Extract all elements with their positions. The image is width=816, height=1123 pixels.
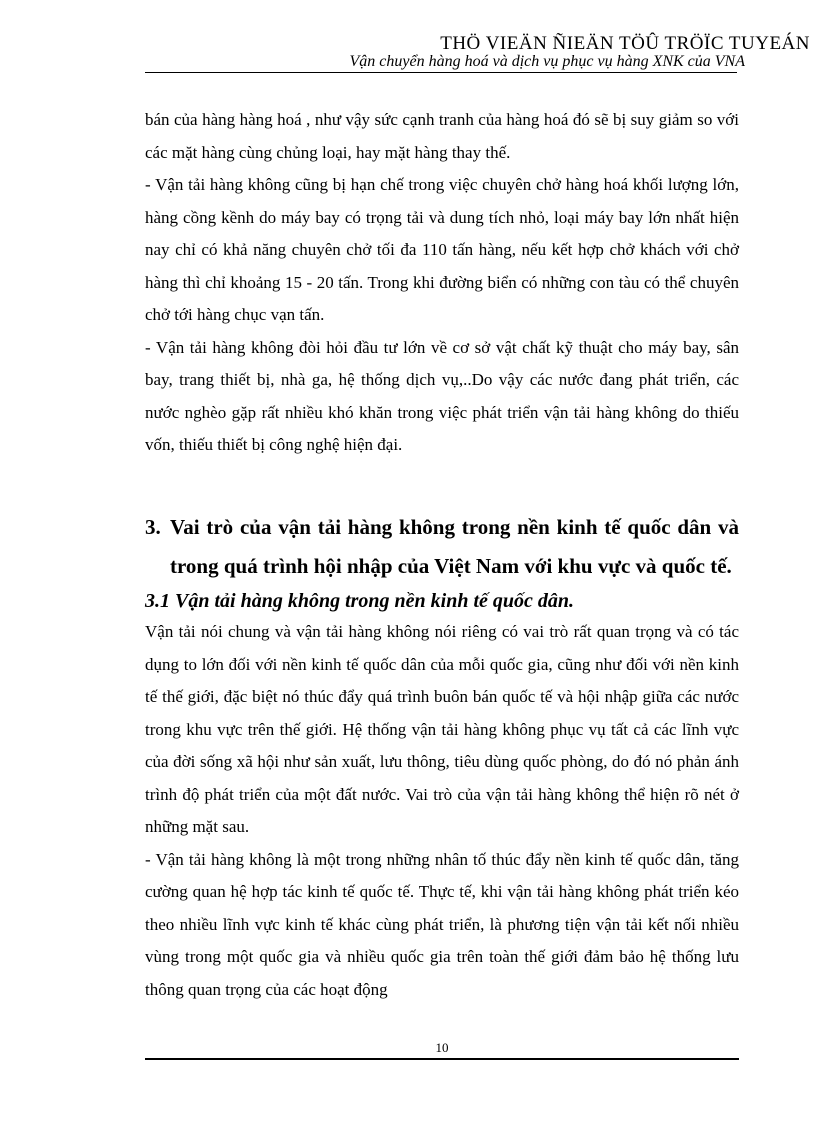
section-heading [145, 508, 739, 586]
paragraph: bán của hàng hàng hoá , như vậy sức cạnh tranh của hàng hoá đó sẽ bị suy giảm so với các mặt hàng cùng chủng loại, hay mặt hàng thay thế. [145, 110, 739, 162]
paragraph: - Vận tải hàng không là một trong những nhân tố thúc đẩy nền kinh tế quốc dân, tăng cường quan hệ hợp tác kinh tế quốc tế. Thực tế, khi vận tải hàng không phát triển kéo theo nhiều lĩnh vực kinh tế khác cùng phát triển, là phương tiện vận tải kết nối nhiều vùng trong một quốc gia và nhiều quốc gia trên toàn thế giới đảm bảo hệ thống lưu thông quan trọng của các hoạt động [145, 849, 739, 999]
running-header-title: Vận chuyển hàng hoá và dịch vụ phục vụ hàng XNK của VNA [349, 53, 745, 70]
intro-text-block [145, 104, 739, 462]
section-3 [145, 508, 739, 1006]
watermark-text: THÖ VIEÄN ÑIEÄN TÖÛ TRÖÏC TUYEÁN [440, 33, 810, 54]
paragraph: Vận tải nói chung và vận tải hàng không nói riêng có vai trò rất quan trọng và có tác dụng to lớn đối với nền kinh tế quốc dân của mỗi quốc gia, cũng như đối với nền kinh tế thế giới, đặc biệt nó thúc đẩy quá trình buôn bán quốc tế và hội nhập giữa các nước trong khu vực trên thế giới. Hệ thống vận tải hàng không phục vụ tất cả các lĩnh vực của đời sống xã hội như sản xuất, lưu thông, tiêu dùng quốc phòng, do đó nó phản ánh trình độ phát triển của một đất nước. Vai trò của vận tải hàng không thể hiện rõ nét ở những mặt sau. [145, 622, 739, 836]
section-title: Vai trò của vận tải hàng không trong nền kinh tế quốc dân và trong quá trình hội nhập của Việt Nam với khu vực và quốc tế. [170, 515, 739, 578]
paragraph: - Vận tải hàng không đòi hỏi đầu tư lớn về cơ sở vật chất kỹ thuật cho máy bay, sân bay, trang thiết bị, nhà ga, hệ thống dịch vụ,..Do vậy các nước đang phát triển, các nước nghèo gặp rất nhiều khó khăn trong việc phát triển vận tải hàng không do thiếu vốn, thiếu thiết bị công nghệ hiện đại. [145, 337, 739, 454]
paragraph: - Vận tải hàng không cũng bị hạn chế trong việc chuyên chở hàng hoá khối lượng lớn, hàng cồng kềnh do máy bay có trọng tải và dung tích nhỏ, loại máy bay lớn nhất hiện nay chỉ có khả năng chuyên chở tối đa 110 tấn hàng, nếu kết hợp chở khách với chở hàng thì chỉ khoảng 15 - 20 tấn. Trong khi đường biển có những con tàu có thể chuyên chở tới hàng chục vạn tấn. [145, 175, 739, 324]
section-text-block [145, 616, 739, 1006]
subsection-heading: 3.1 Vận tải hàng không trong nền kinh tế quốc dân. [145, 590, 575, 612]
page-number: 10 [435, 1040, 449, 1055]
section-number: 3. [145, 515, 161, 539]
header-divider [145, 72, 737, 73]
footer-divider [145, 1058, 739, 1060]
